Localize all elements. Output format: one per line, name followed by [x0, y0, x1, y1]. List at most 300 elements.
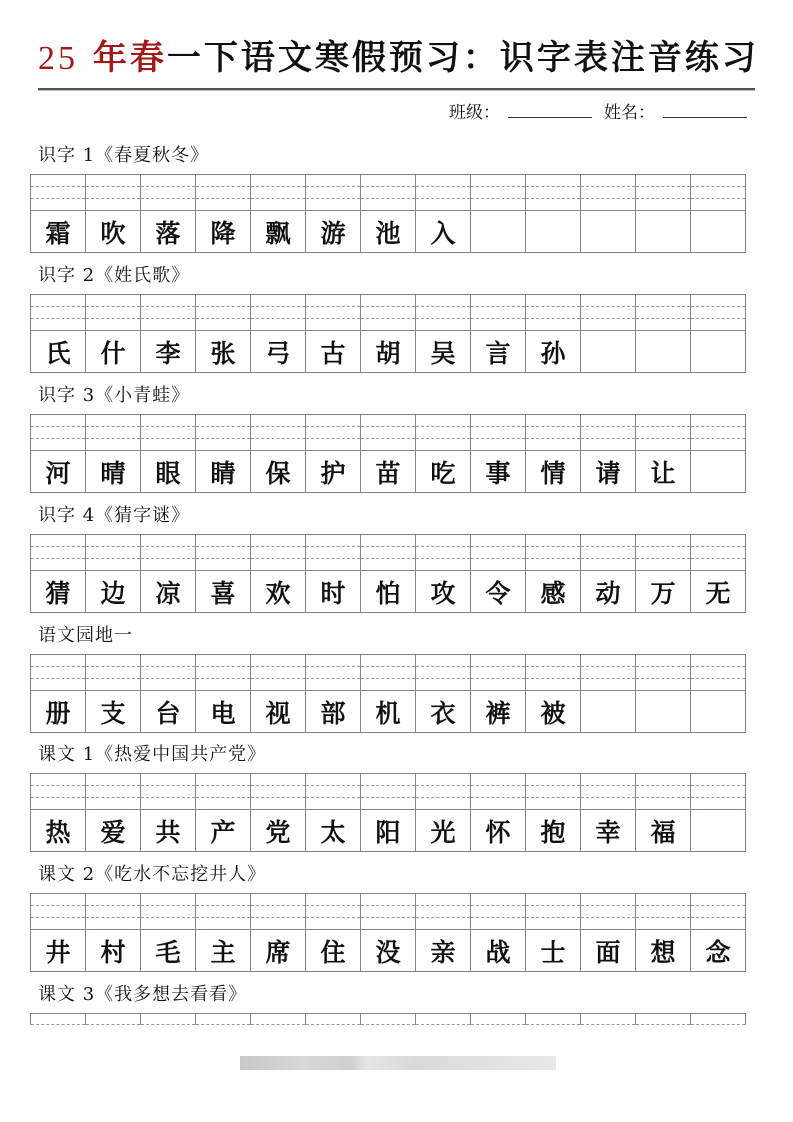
grid-cell [470, 654, 525, 733]
grid-cell [690, 534, 746, 613]
grid-cell [635, 1013, 690, 1025]
section-title: 识字 4《猜字谜》 [38, 505, 191, 526]
grid-cell [470, 773, 525, 852]
pinyin-write-box[interactable] [141, 294, 195, 331]
grid-cell [195, 893, 250, 972]
grid-cell [195, 654, 250, 733]
grid-cell [580, 174, 635, 253]
grid-cell [250, 654, 305, 733]
hanzi-char: 支 [86, 691, 140, 733]
hanzi-char: 念 [691, 930, 745, 972]
grid-cell [250, 414, 305, 493]
hanzi-char: 边 [86, 571, 140, 613]
grid-cell [85, 414, 140, 493]
grid-cell [30, 1013, 85, 1025]
pinyin-write-box[interactable] [86, 893, 140, 930]
pinyin-write-box[interactable] [306, 534, 360, 571]
hanzi-char: 降 [196, 211, 250, 253]
hanzi-char: 猜 [31, 571, 85, 613]
hanzi-char [691, 451, 745, 493]
hanzi-char: 士 [526, 930, 580, 972]
pinyin-write-box[interactable] [526, 534, 580, 571]
hanzi-char: 爱 [86, 810, 140, 852]
grid-cell [415, 534, 470, 613]
hanzi-char: 游 [306, 211, 360, 253]
grid-cell [30, 893, 85, 972]
pinyin-write-box[interactable] [141, 1013, 195, 1025]
hanzi-char [691, 691, 745, 733]
pinyin-write-box[interactable] [141, 534, 195, 571]
hanzi-char: 攻 [416, 571, 470, 613]
pinyin-grid [30, 294, 746, 373]
pinyin-write-box[interactable] [196, 1013, 250, 1025]
pinyin-write-box[interactable] [361, 773, 415, 810]
grid-cell [140, 294, 195, 373]
grid-cell [360, 534, 415, 613]
pinyin-write-box[interactable] [636, 294, 690, 331]
hanzi-char: 怕 [361, 571, 415, 613]
pinyin-write-box[interactable] [691, 893, 745, 930]
section-title: 课文 2《吃水不忘挖井人》 [38, 864, 267, 885]
grid-cell [360, 1013, 415, 1025]
pinyin-write-box[interactable] [416, 414, 470, 451]
pinyin-write-box[interactable] [581, 773, 635, 810]
hanzi-char: 孙 [526, 331, 580, 373]
pinyin-write-box[interactable] [31, 174, 85, 211]
pinyin-write-box[interactable] [416, 294, 470, 331]
hanzi-char: 池 [361, 211, 415, 253]
hanzi-char: 部 [306, 691, 360, 733]
pinyin-write-box[interactable] [416, 1013, 470, 1025]
grid-cell [250, 1013, 305, 1025]
hanzi-char: 弓 [251, 331, 305, 373]
grid-cell [195, 773, 250, 852]
pinyin-write-box[interactable] [251, 654, 305, 691]
pinyin-write-box[interactable] [361, 414, 415, 451]
grid-cell [85, 294, 140, 373]
grid-cell [415, 893, 470, 972]
hanzi-char: 令 [471, 571, 525, 613]
grid-cell [30, 294, 85, 373]
hanzi-char: 时 [306, 571, 360, 613]
grid-cell [360, 294, 415, 373]
grid-cell [30, 534, 85, 613]
pinyin-write-box[interactable] [196, 654, 250, 691]
grid-cell [525, 654, 580, 733]
grid-cell [305, 294, 360, 373]
pinyin-write-box[interactable] [251, 534, 305, 571]
grid-cell [140, 534, 195, 613]
pinyin-write-box[interactable] [86, 534, 140, 571]
pinyin-write-box[interactable] [471, 1013, 525, 1025]
hanzi-char: 席 [251, 930, 305, 972]
hanzi-char: 电 [196, 691, 250, 733]
pinyin-write-box[interactable] [306, 294, 360, 331]
grid-cell [470, 534, 525, 613]
pinyin-write-box[interactable] [526, 294, 580, 331]
grid-cell [690, 1013, 746, 1025]
grid-cell [85, 773, 140, 852]
grid-cell [305, 893, 360, 972]
pinyin-write-box[interactable] [31, 773, 85, 810]
pinyin-write-box[interactable] [141, 773, 195, 810]
pinyin-write-box[interactable] [581, 294, 635, 331]
pinyin-write-box[interactable] [31, 654, 85, 691]
name-field[interactable] [604, 99, 747, 126]
title-year: 25 [38, 40, 78, 77]
title-season: 年春 [92, 38, 167, 78]
hanzi-char: 怀 [471, 810, 525, 852]
hanzi-char: 李 [141, 331, 195, 373]
pinyin-write-box[interactable] [636, 1013, 690, 1025]
pinyin-write-box[interactable] [471, 414, 525, 451]
grid-cell [250, 534, 305, 613]
grid-cell [140, 174, 195, 253]
grid-cell [470, 414, 525, 493]
grid-cell [470, 294, 525, 373]
hanzi-char: 光 [416, 810, 470, 852]
grid-cell [580, 414, 635, 493]
grid-cell [305, 1013, 360, 1025]
pinyin-write-box[interactable] [471, 893, 525, 930]
hanzi-char: 无 [691, 571, 745, 613]
pinyin-write-box[interactable] [691, 773, 745, 810]
grid-cell [195, 414, 250, 493]
pinyin-write-box[interactable] [251, 174, 305, 211]
pinyin-write-box[interactable] [31, 294, 85, 331]
pinyin-grid [30, 773, 746, 852]
hanzi-char: 飘 [251, 211, 305, 253]
grid-cell [580, 534, 635, 613]
pinyin-write-box[interactable] [141, 414, 195, 451]
pinyin-write-box[interactable] [581, 1013, 635, 1025]
pinyin-write-box[interactable] [196, 773, 250, 810]
pinyin-write-box[interactable] [471, 294, 525, 331]
hanzi-char [636, 331, 690, 373]
pinyin-write-box[interactable] [526, 893, 580, 930]
grid-cell [305, 174, 360, 253]
pinyin-write-box[interactable] [581, 654, 635, 691]
hanzi-char: 古 [306, 331, 360, 373]
hanzi-char: 视 [251, 691, 305, 733]
grid-cell [250, 893, 305, 972]
hanzi-char: 幸 [581, 810, 635, 852]
pinyin-write-box[interactable] [251, 414, 305, 451]
hanzi-char [636, 211, 690, 253]
hanzi-char: 晴 [86, 451, 140, 493]
grid-cell [250, 174, 305, 253]
pinyin-write-box[interactable] [86, 1013, 140, 1025]
grid-cell [525, 414, 580, 493]
pinyin-write-box[interactable] [526, 1013, 580, 1025]
hanzi-char [691, 810, 745, 852]
hanzi-char: 凉 [141, 571, 195, 613]
pinyin-write-box[interactable] [471, 773, 525, 810]
pinyin-write-box[interactable] [691, 294, 745, 331]
hanzi-char: 住 [306, 930, 360, 972]
pinyin-write-box[interactable] [196, 414, 250, 451]
pinyin-grid [30, 414, 746, 493]
grid-cell [525, 773, 580, 852]
hanzi-char [636, 691, 690, 733]
pinyin-write-box[interactable] [581, 893, 635, 930]
pinyin-write-box[interactable] [416, 773, 470, 810]
hanzi-char: 村 [86, 930, 140, 972]
pinyin-write-box[interactable] [196, 294, 250, 331]
grid-cell [525, 1013, 580, 1025]
grid-cell [250, 294, 305, 373]
pinyin-write-box[interactable] [636, 534, 690, 571]
hanzi-char: 热 [31, 810, 85, 852]
hanzi-char: 亲 [416, 930, 470, 972]
grid-cell [525, 534, 580, 613]
grid-cell [140, 893, 195, 972]
pinyin-write-box[interactable] [361, 534, 415, 571]
hanzi-char: 福 [636, 810, 690, 852]
pinyin-write-box[interactable] [416, 893, 470, 930]
class-blank[interactable] [508, 99, 592, 118]
hanzi-char [581, 211, 635, 253]
pinyin-write-box[interactable] [691, 654, 745, 691]
grid-cell [305, 414, 360, 493]
pinyin-write-box[interactable] [636, 414, 690, 451]
hanzi-char: 万 [636, 571, 690, 613]
pinyin-write-box[interactable] [471, 654, 525, 691]
hanzi-char: 情 [526, 451, 580, 493]
section-title: 课文 3《我多想去看看》 [38, 984, 248, 1005]
pinyin-write-box[interactable] [471, 534, 525, 571]
pinyin-write-box[interactable] [306, 773, 360, 810]
pinyin-write-box[interactable] [86, 294, 140, 331]
hanzi-char: 井 [31, 930, 85, 972]
pinyin-write-box[interactable] [196, 893, 250, 930]
grid-cell [140, 773, 195, 852]
grid-cell [635, 773, 690, 852]
hanzi-char: 落 [141, 211, 195, 253]
pinyin-write-box[interactable] [306, 174, 360, 211]
pinyin-write-box[interactable] [31, 534, 85, 571]
hanzi-char [691, 211, 745, 253]
pinyin-write-box[interactable] [306, 654, 360, 691]
hanzi-char: 护 [306, 451, 360, 493]
pinyin-write-box[interactable] [196, 174, 250, 211]
pinyin-write-box[interactable] [361, 893, 415, 930]
hanzi-char: 保 [251, 451, 305, 493]
pinyin-write-box[interactable] [361, 294, 415, 331]
hanzi-char: 衣 [416, 691, 470, 733]
grid-cell [635, 654, 690, 733]
pinyin-grid [30, 174, 746, 253]
page-title [38, 36, 758, 80]
pinyin-write-box[interactable] [141, 893, 195, 930]
grid-cell [85, 893, 140, 972]
grid-cell [525, 294, 580, 373]
pinyin-write-box[interactable] [251, 1013, 305, 1025]
pinyin-write-box[interactable] [526, 174, 580, 211]
pinyin-write-box[interactable] [636, 174, 690, 211]
hanzi-char: 入 [416, 211, 470, 253]
class-label: 班级： [449, 103, 500, 123]
hanzi-char: 太 [306, 810, 360, 852]
pinyin-write-box[interactable] [636, 773, 690, 810]
hanzi-char: 共 [141, 810, 195, 852]
grid-cell [30, 174, 85, 253]
hanzi-char: 阳 [361, 810, 415, 852]
pinyin-write-box[interactable] [86, 414, 140, 451]
hanzi-char [581, 331, 635, 373]
pinyin-write-box[interactable] [251, 893, 305, 930]
hanzi-char: 册 [31, 691, 85, 733]
hanzi-char [471, 211, 525, 253]
hanzi-char: 被 [526, 691, 580, 733]
hanzi-char: 机 [361, 691, 415, 733]
grid-cell [415, 654, 470, 733]
grid-cell [635, 534, 690, 613]
pinyin-write-box[interactable] [306, 414, 360, 451]
grid-cell [140, 654, 195, 733]
grid-cell [525, 174, 580, 253]
pinyin-write-box[interactable] [251, 294, 305, 331]
pinyin-write-box[interactable] [31, 414, 85, 451]
section-title: 识字 2《姓氏歌》 [38, 265, 191, 286]
student-info [449, 100, 747, 126]
hanzi-char [691, 331, 745, 373]
class-field[interactable] [449, 99, 592, 126]
hanzi-char: 主 [196, 930, 250, 972]
grid-cell [305, 654, 360, 733]
grid-cell [415, 174, 470, 253]
grid-cell [360, 893, 415, 972]
hanzi-char: 没 [361, 930, 415, 972]
hanzi-char: 欢 [251, 571, 305, 613]
grid-cell [195, 1013, 250, 1025]
grid-cell [690, 414, 746, 493]
grid-cell [305, 773, 360, 852]
grid-cell [580, 893, 635, 972]
grid-cell [415, 414, 470, 493]
grid-cell [360, 174, 415, 253]
pinyin-write-box[interactable] [361, 1013, 415, 1025]
grid-cell [690, 294, 746, 373]
hanzi-char: 张 [196, 331, 250, 373]
hanzi-char: 让 [636, 451, 690, 493]
grid-cell [690, 654, 746, 733]
pinyin-write-box[interactable] [416, 174, 470, 211]
hanzi-char: 党 [251, 810, 305, 852]
pinyin-write-box[interactable] [581, 414, 635, 451]
hanzi-char: 抱 [526, 810, 580, 852]
hanzi-char: 动 [581, 571, 635, 613]
hanzi-char: 吴 [416, 331, 470, 373]
pinyin-write-box[interactable] [636, 654, 690, 691]
hanzi-char: 喜 [196, 571, 250, 613]
grid-cell [140, 414, 195, 493]
pinyin-write-box[interactable] [416, 654, 470, 691]
pinyin-write-box[interactable] [526, 414, 580, 451]
pinyin-write-box[interactable] [581, 534, 635, 571]
hanzi-char: 氏 [31, 331, 85, 373]
pinyin-write-box[interactable] [691, 534, 745, 571]
grid-cell [690, 893, 746, 972]
grid-cell [360, 773, 415, 852]
pinyin-grid [30, 893, 746, 972]
hanzi-char [526, 211, 580, 253]
pinyin-write-box[interactable] [471, 174, 525, 211]
grid-cell [360, 654, 415, 733]
pinyin-write-box[interactable] [691, 1013, 745, 1025]
grid-cell [415, 773, 470, 852]
hanzi-char [581, 691, 635, 733]
grid-cell [85, 1013, 140, 1025]
section-title: 识字 1《春夏秋冬》 [38, 145, 210, 166]
hanzi-char: 眼 [141, 451, 195, 493]
pinyin-write-box[interactable] [691, 414, 745, 451]
pinyin-write-box[interactable] [361, 174, 415, 211]
grid-cell [690, 174, 746, 253]
hanzi-char: 想 [636, 930, 690, 972]
hanzi-char: 裤 [471, 691, 525, 733]
grid-cell [635, 414, 690, 493]
blurred-watermark [240, 1056, 556, 1070]
pinyin-write-box[interactable] [86, 174, 140, 211]
grid-cell [635, 893, 690, 972]
grid-cell [635, 174, 690, 253]
name-blank[interactable] [663, 99, 747, 118]
pinyin-write-box[interactable] [31, 893, 85, 930]
pinyin-write-box[interactable] [581, 174, 635, 211]
section-title: 语文园地一 [38, 625, 133, 646]
pinyin-write-box[interactable] [691, 174, 745, 211]
pinyin-grid [30, 1013, 746, 1025]
hanzi-char: 战 [471, 930, 525, 972]
grid-cell [195, 534, 250, 613]
grid-cell [525, 893, 580, 972]
pinyin-write-box[interactable] [306, 1013, 360, 1025]
title-main: 一下语文寒假预习：识字表注音练习 [166, 38, 759, 78]
pinyin-grid [30, 534, 746, 613]
hanzi-char: 言 [471, 331, 525, 373]
pinyin-write-box[interactable] [416, 534, 470, 571]
grid-cell [85, 534, 140, 613]
hanzi-char: 胡 [361, 331, 415, 373]
pinyin-write-box[interactable] [526, 773, 580, 810]
pinyin-write-box[interactable] [31, 1013, 85, 1025]
pinyin-write-box[interactable] [141, 174, 195, 211]
pinyin-write-box[interactable] [196, 534, 250, 571]
pinyin-write-box[interactable] [526, 654, 580, 691]
grid-cell [360, 414, 415, 493]
grid-cell [470, 893, 525, 972]
grid-cell [635, 294, 690, 373]
pinyin-write-box[interactable] [636, 893, 690, 930]
grid-cell [140, 1013, 195, 1025]
pinyin-write-box[interactable] [86, 654, 140, 691]
section-title: 识字 3《小青蛙》 [38, 385, 191, 406]
grid-cell [30, 414, 85, 493]
hanzi-char: 感 [526, 571, 580, 613]
grid-cell [580, 773, 635, 852]
pinyin-write-box[interactable] [251, 773, 305, 810]
pinyin-write-box[interactable] [86, 773, 140, 810]
pinyin-write-box[interactable] [141, 654, 195, 691]
hanzi-char: 霜 [31, 211, 85, 253]
pinyin-grid [30, 654, 746, 733]
hanzi-char: 吹 [86, 211, 140, 253]
grid-cell [250, 773, 305, 852]
pinyin-write-box[interactable] [306, 893, 360, 930]
pinyin-write-box[interactable] [361, 654, 415, 691]
hanzi-char: 吃 [416, 451, 470, 493]
